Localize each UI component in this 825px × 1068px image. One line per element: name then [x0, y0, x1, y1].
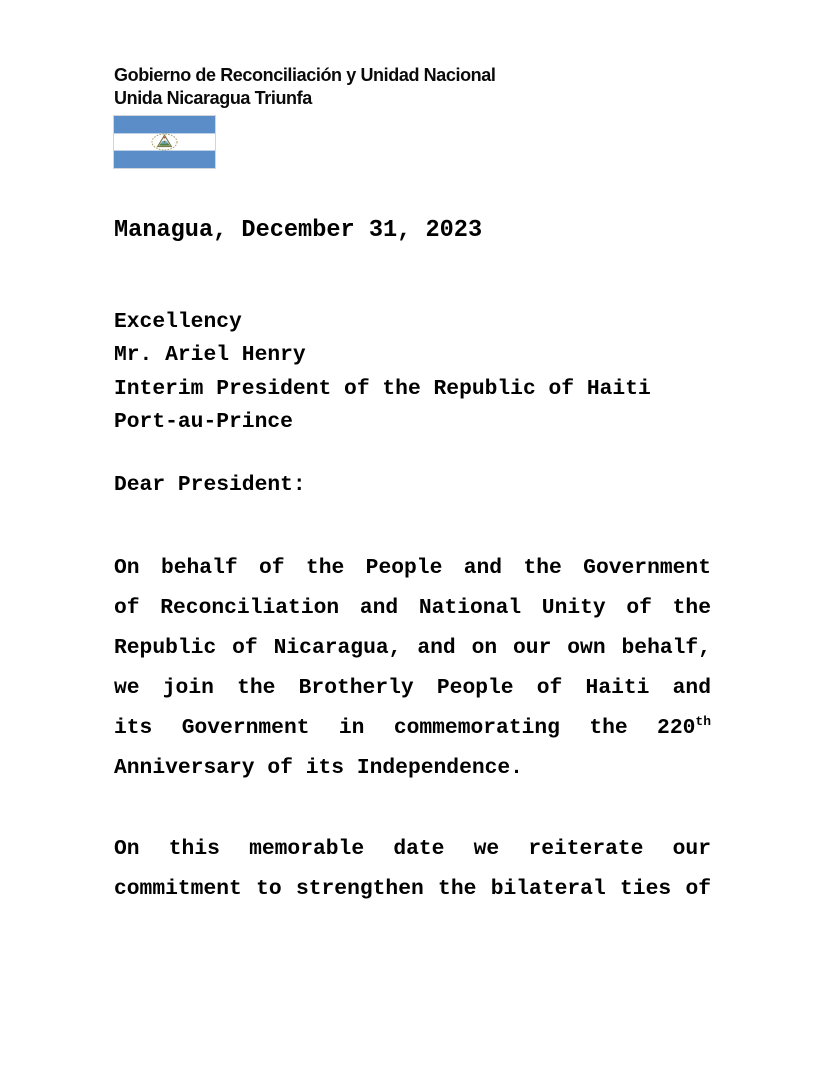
letterhead	[114, 64, 495, 110]
paragraph-line: Anniversary of its Independence.	[114, 756, 523, 780]
body-paragraph-2	[114, 829, 711, 909]
paragraph-line: On behalf of the People and the Government	[114, 556, 711, 580]
letterhead-motto: Unida Nicaragua Triunfa	[114, 88, 312, 108]
paragraph-line: Republic of Nicaragua, and on our own behalf,	[114, 636, 711, 660]
salutation: Dear President:	[114, 473, 306, 497]
letterhead-government-title: Gobierno de Reconciliación y Unidad Nacional	[114, 65, 496, 85]
recipient-role: Interim President of the Republic of Haiti	[114, 376, 651, 401]
recipient-block	[114, 306, 651, 440]
paragraph-line: On this memorable date we reiterate our	[114, 837, 711, 861]
nicaragua-flag-icon	[114, 116, 215, 168]
recipient-title: Excellency	[114, 310, 242, 334]
recipient-name: Mr. Ariel Henry	[114, 343, 306, 368]
paragraph-line: commitment to strengthen the bilateral ties of	[114, 877, 711, 901]
body-paragraph-1	[114, 548, 711, 788]
recipient-city: Port-au-Prince	[114, 410, 293, 435]
superscript-ordinal: th	[695, 713, 711, 729]
paragraph-line: we join the Brotherly People of Haiti and	[114, 676, 711, 700]
paragraph-line	[114, 708, 711, 748]
date-line: Managua, December 31, 2023	[114, 217, 483, 244]
paragraph-line-text: its Government in commemorating the 220	[114, 716, 696, 740]
paragraph-line: of Reconciliation and National Unity of the	[114, 596, 711, 620]
